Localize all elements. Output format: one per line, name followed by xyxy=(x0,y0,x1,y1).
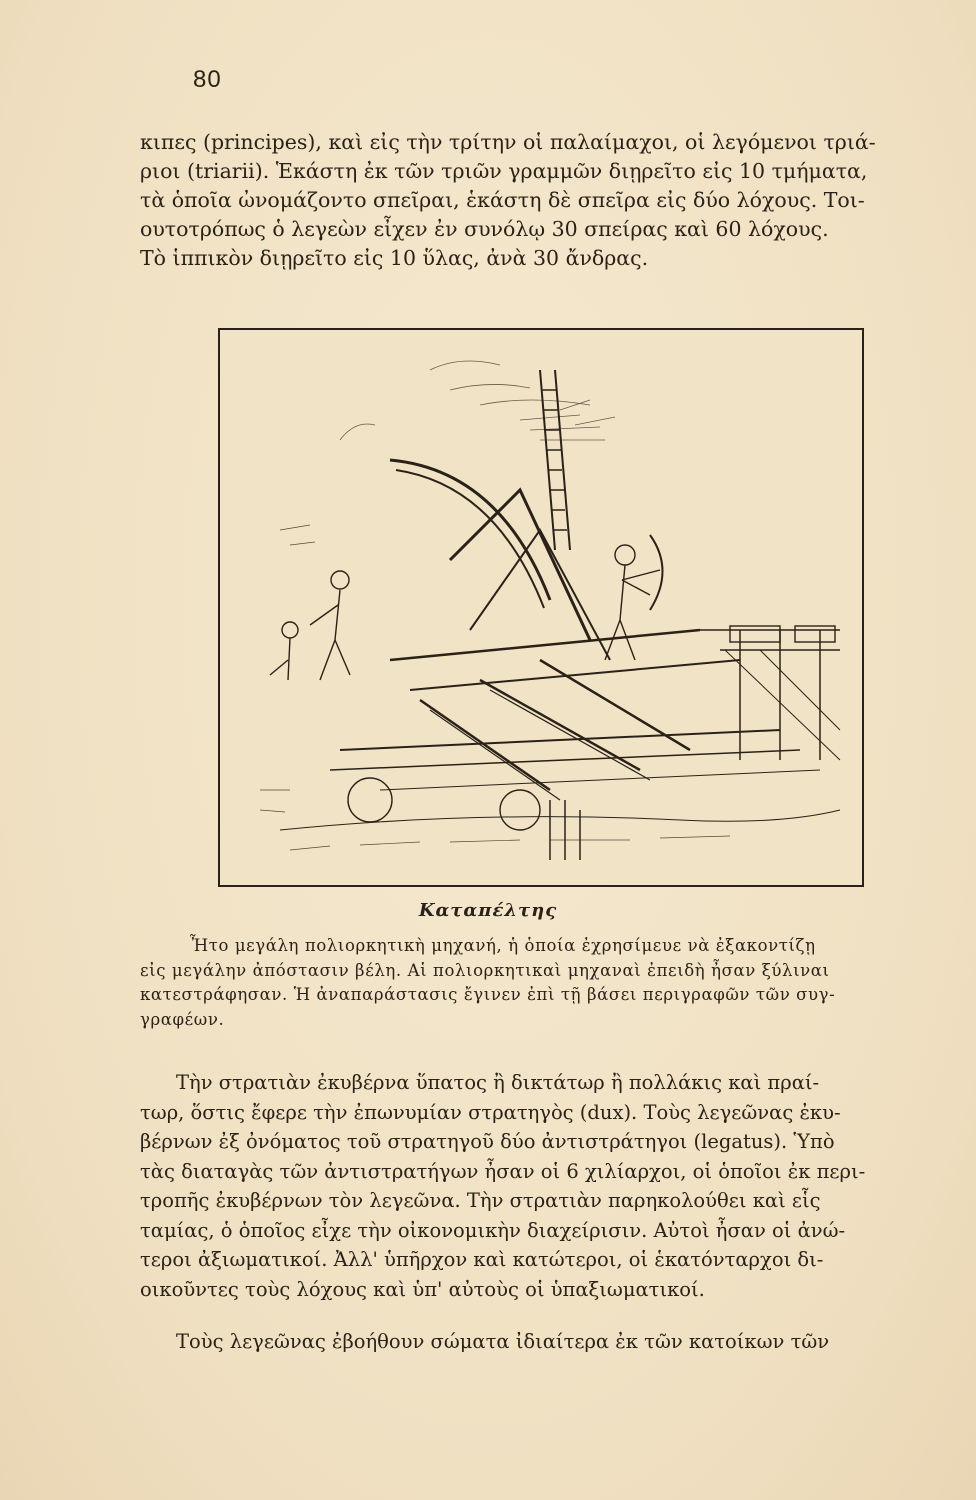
text-line: κιπες (principes), καὶ εἰς τὴν τρίτην οἱ παλαίμαχοι, οἱ λεγόμενοι τριά- xyxy=(140,130,876,154)
text-line: Τὴν στρατιὰν ἐκυβέρνα ὕπατος ἢ δικτάτωρ ἢ πολλάκις καὶ πραί- xyxy=(176,1071,820,1094)
page-number: 80 xyxy=(193,66,222,93)
text-line: βέρνων ἐξ ὀνόματος τοῦ στρατηγοῦ δύο ἀντιστράτηγοι (legatus). Ὑπὸ xyxy=(140,1130,835,1153)
figure-caption xyxy=(140,934,930,1032)
text-line: τροπῆς ἐκυβέρνων τὸν λεγεῶνα. Τὴν στρατιὰν παρηκολούθει καὶ εἷς xyxy=(140,1189,821,1212)
paragraph-command-structure xyxy=(140,1068,930,1304)
catapult-engraving xyxy=(220,330,862,885)
text-line: ουτοτρόπως ὁ λεγεὼν εἶχεν ἐν συνόλῳ 30 σπείρας καὶ 60 λόχους. xyxy=(140,217,829,241)
figure-caption-title: Καταπέλτης xyxy=(418,900,558,921)
text-line: Τὸ ἱππικὸν διῃρεῖτο εἰς 10 ὕλας, ἀνὰ 30 ἄνδρας. xyxy=(140,246,649,270)
caption-line: Ἦτο μεγάλη πολιορκητικὴ μηχανή, ἡ ὁποία ἐχρησίμευε νὰ ἐξακοντίζῃ xyxy=(190,936,816,955)
caption-line: κατεστράφησαν. Ἡ ἀναπαράστασις ἔγινεν ἐπὶ τῇ βάσει περιγραφῶν τῶν συγ- xyxy=(140,985,836,1004)
text-line: τωρ, ὅστις ἔφερε τὴν ἐπωνυμίαν στρατηγὸς (dux). Τοὺς λεγεῶνας ἐκυ- xyxy=(140,1100,841,1124)
paragraph-legion-structure xyxy=(140,128,930,273)
text-line: τὰς διαταγὰς τῶν ἀντιστρατήγων ἦσαν οἱ 6 χιλίαρχοι, οἱ ὁποῖοι ἐκ περι- xyxy=(140,1159,866,1183)
text-line: ταμίας, ὁ ὁποῖος εἶχε τὴν οἰκονομικὴν διαχείρισιν. Αὐτοὶ ἦσαν οἱ ἀνώ- xyxy=(140,1218,846,1242)
catapult-illustration xyxy=(218,328,864,887)
text-line: τὰ ὁποῖα ὠνομάζοντο σπεῖραι, ἑκάστη δὲ σπεῖρα εἰς δύο λόχους. Τοι- xyxy=(140,188,865,212)
caption-line: εἰς μεγάλην ἀπόστασιν βέλη. Αἱ πολιορκητικαὶ μηχαναὶ ἐπειδὴ ἦσαν ξύλιναι xyxy=(140,960,830,980)
text-line: ριοι (triarii). Ἑκάστη ἐκ τῶν τριῶν γραμμῶν διῃρεῖτο εἰς 10 τμήματα, xyxy=(140,159,868,183)
text-line: Τοὺς λεγεῶνας ἐβοήθουν σώματα ἰδιαίτερα ἐκ τῶν κατοίκων τῶν xyxy=(176,1330,830,1353)
caption-line: γραφέων. xyxy=(140,1009,225,1029)
text-line: τεροι ἀξιωματικοί. Ἀλλ' ὑπῆρχον καὶ κατώτεροι, οἱ ἑκατόνταρχοι δι- xyxy=(140,1248,824,1271)
paragraph-auxiliaries xyxy=(140,1327,930,1356)
text-line: οικοῦντες τοὺς λόχους καὶ ὑπ' αὐτοὺς οἱ ὑπαξιωματικοί. xyxy=(140,1277,705,1301)
